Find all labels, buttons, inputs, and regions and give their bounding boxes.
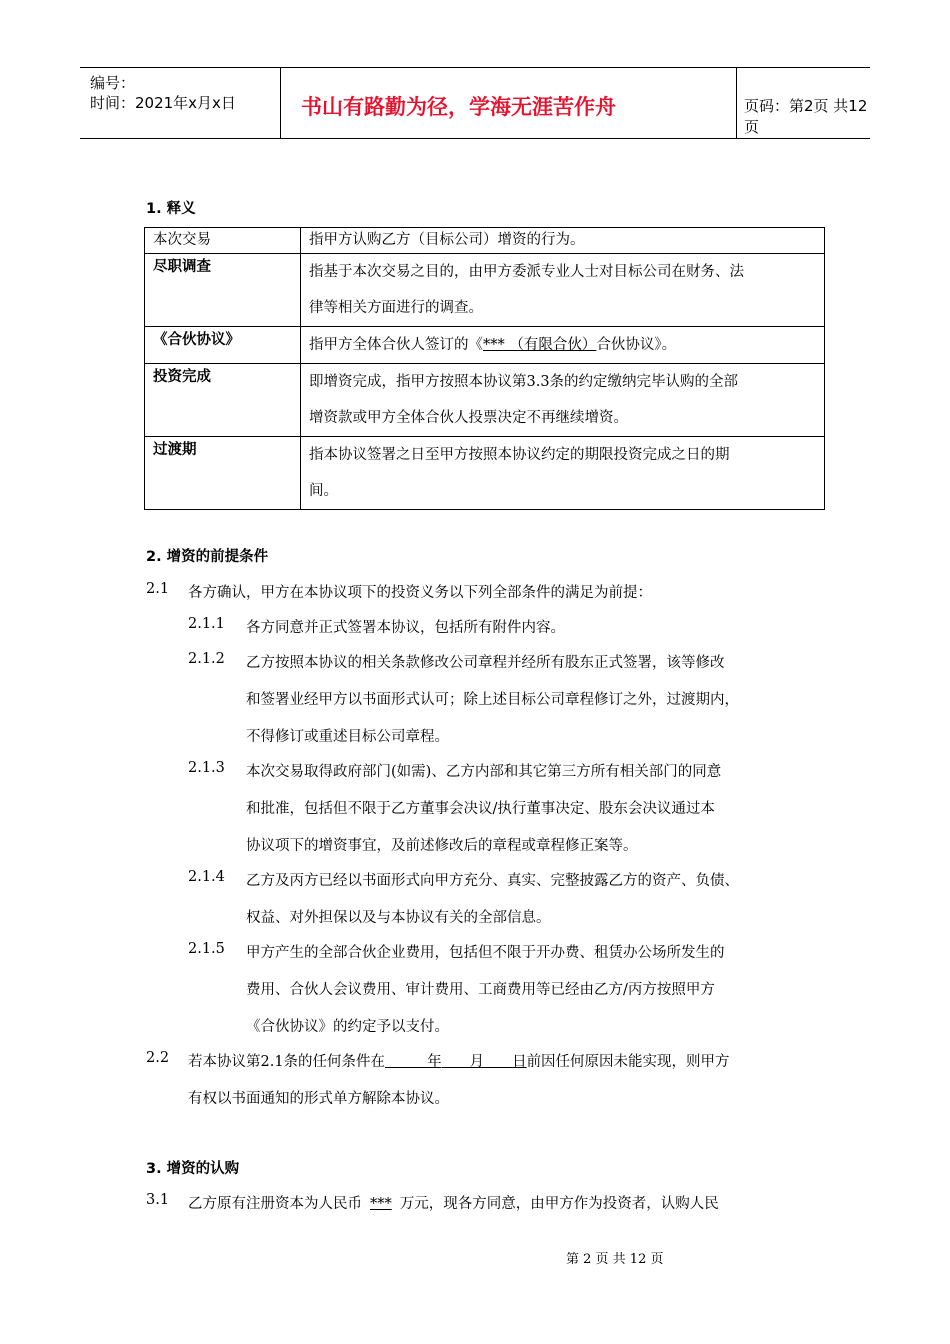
partnership-name-underlined: *** （有限合伙） [483, 337, 597, 353]
subclause-line: 协议项下的增资事宜，及前述修改后的章程或章程修正案等。 [246, 838, 638, 854]
clause-text: 各方确认，甲方在本协议项下的投资义务以下列全部条件的满足为前提： [188, 585, 652, 601]
subclause-line: 乙方及丙方已经以书面形式向甲方充分、真实、完整披露乙方的资产、负债、 [246, 873, 739, 889]
subclause-line: 和批准，包括但不限于乙方董事会决议/执行董事决定、股东会决议通过本 [246, 801, 715, 817]
document-number-label: 编号： [90, 74, 136, 92]
subclause-line: 甲方产生的全部合伙企业费用，包括但不限于开办费、租赁办公场所发生的 [246, 945, 725, 961]
subclause-line: 《合伙协议》的约定予以支付。 [246, 1019, 449, 1035]
subclause-number: 2.1.1 [188, 616, 225, 632]
subclause-line: 不得修订或重述目标公司章程。 [246, 729, 449, 745]
definition-line: 律等相关方面进行的调查。 [309, 300, 483, 316]
definition-cell [301, 327, 825, 364]
table-row [145, 254, 825, 327]
subclause-line: 各方同意并正式签署本协议，包括所有附件内容。 [246, 620, 565, 636]
definition-line: 间。 [309, 483, 338, 499]
day-blank [484, 1053, 512, 1068]
header-page-number: 页码：第2页 共12页 [744, 97, 868, 136]
definitions-table [144, 227, 825, 510]
subclause-number: 2.1.4 [188, 869, 225, 885]
section-2-heading: 2. 增资的前提条件 [146, 549, 269, 565]
month-blank [442, 1053, 470, 1068]
term-cell: 《合伙协议》 [145, 327, 301, 364]
table-row [145, 327, 825, 364]
subclause-line: 乙方按照本协议的相关条款修改公司章程并经所有股东正式签署，该等修改 [246, 655, 725, 671]
term-cell: 本次交易 [145, 228, 301, 254]
definition-line: 指基于本次交易之目的，由甲方委派专业人士对目标公司在财务、法 [309, 264, 744, 280]
term-cell: 投资完成 [145, 364, 301, 437]
definition-cell [301, 364, 825, 437]
clause-text: 若本协议第2.1条的任何条件在 [188, 1054, 386, 1070]
page-header [80, 67, 870, 139]
clause-number: 3.1 [146, 1192, 170, 1208]
subclause-number: 2.1.5 [188, 941, 225, 957]
definition-text: 合伙协议》。 [596, 337, 677, 353]
definition-line: 增资款或甲方全体合伙人投票决定不再继续增资。 [309, 410, 628, 426]
definition-cell [301, 437, 825, 510]
subclause-line: 费用、合伙人会议费用、审计费用、工商费用等已经由乙方/丙方按照甲方 [246, 982, 715, 998]
year-label: 年 [427, 1054, 442, 1070]
page-footer: 第 2 页 共 12 页 [566, 1252, 664, 1267]
definition-line: 指本协议签署之日至甲方按照本协议约定的期限投资完成之日的期 [309, 447, 730, 463]
header-left-cell [80, 68, 280, 138]
year-blank [385, 1053, 427, 1068]
header-motto: 书山有路勤为径，学海无涯苦作舟 [301, 95, 616, 119]
subclause-line: 和签署业经甲方以书面形式认可；除上述目标公司章程修订之外，过渡期内， [246, 692, 739, 708]
clause-text: 有权以书面通知的形式单方解除本协议。 [188, 1091, 449, 1107]
section-1-heading: 1. 释义 [146, 201, 196, 217]
month-label: 月 [469, 1054, 485, 1070]
section-3-heading: 3. 增资的认购 [146, 1161, 240, 1177]
table-row [145, 364, 825, 437]
clause-2-2-line [188, 1050, 730, 1071]
definition-line: 即增资完成，指甲方按照本协议第3.3条的约定缴纳完毕认购的全部 [309, 374, 739, 390]
definition-text: 指甲方全体合伙人签订的《 [309, 337, 483, 353]
registered-capital-blank: *** [370, 1196, 392, 1212]
clause-text: 前因任何原因未能实现，则甲方 [526, 1054, 730, 1070]
clause-3-1-line [188, 1192, 719, 1213]
term-cell: 尽职调查 [145, 254, 301, 327]
subclause-number: 2.1.2 [188, 651, 225, 667]
definition-cell [301, 254, 825, 327]
header-page-cell [736, 68, 870, 138]
clause-number: 2.2 [146, 1050, 170, 1066]
clause-text: 万元，现各方同意，由甲方作为投资者，认购人民 [399, 1196, 719, 1212]
table-row [145, 437, 825, 510]
table-row [145, 228, 825, 254]
subclause-number: 2.1.3 [188, 760, 225, 776]
clause-text: 乙方原有注册资本为人民币 [188, 1196, 362, 1212]
document-date-label: 时间：2021年x月x日 [90, 94, 236, 112]
definition-cell: 指甲方认购乙方（目标公司）增资的行为。 [301, 228, 825, 254]
subclause-line: 本次交易取得政府部门(如需)、乙方内部和其它第三方所有相关部门的同意 [246, 764, 722, 780]
subclause-line: 权益、对外担保以及与本协议有关的全部信息。 [246, 910, 551, 926]
term-cell: 过渡期 [145, 437, 301, 510]
clause-number: 2.1 [146, 581, 170, 597]
header-motto-cell [280, 68, 737, 138]
day-label: 日 [512, 1054, 527, 1070]
